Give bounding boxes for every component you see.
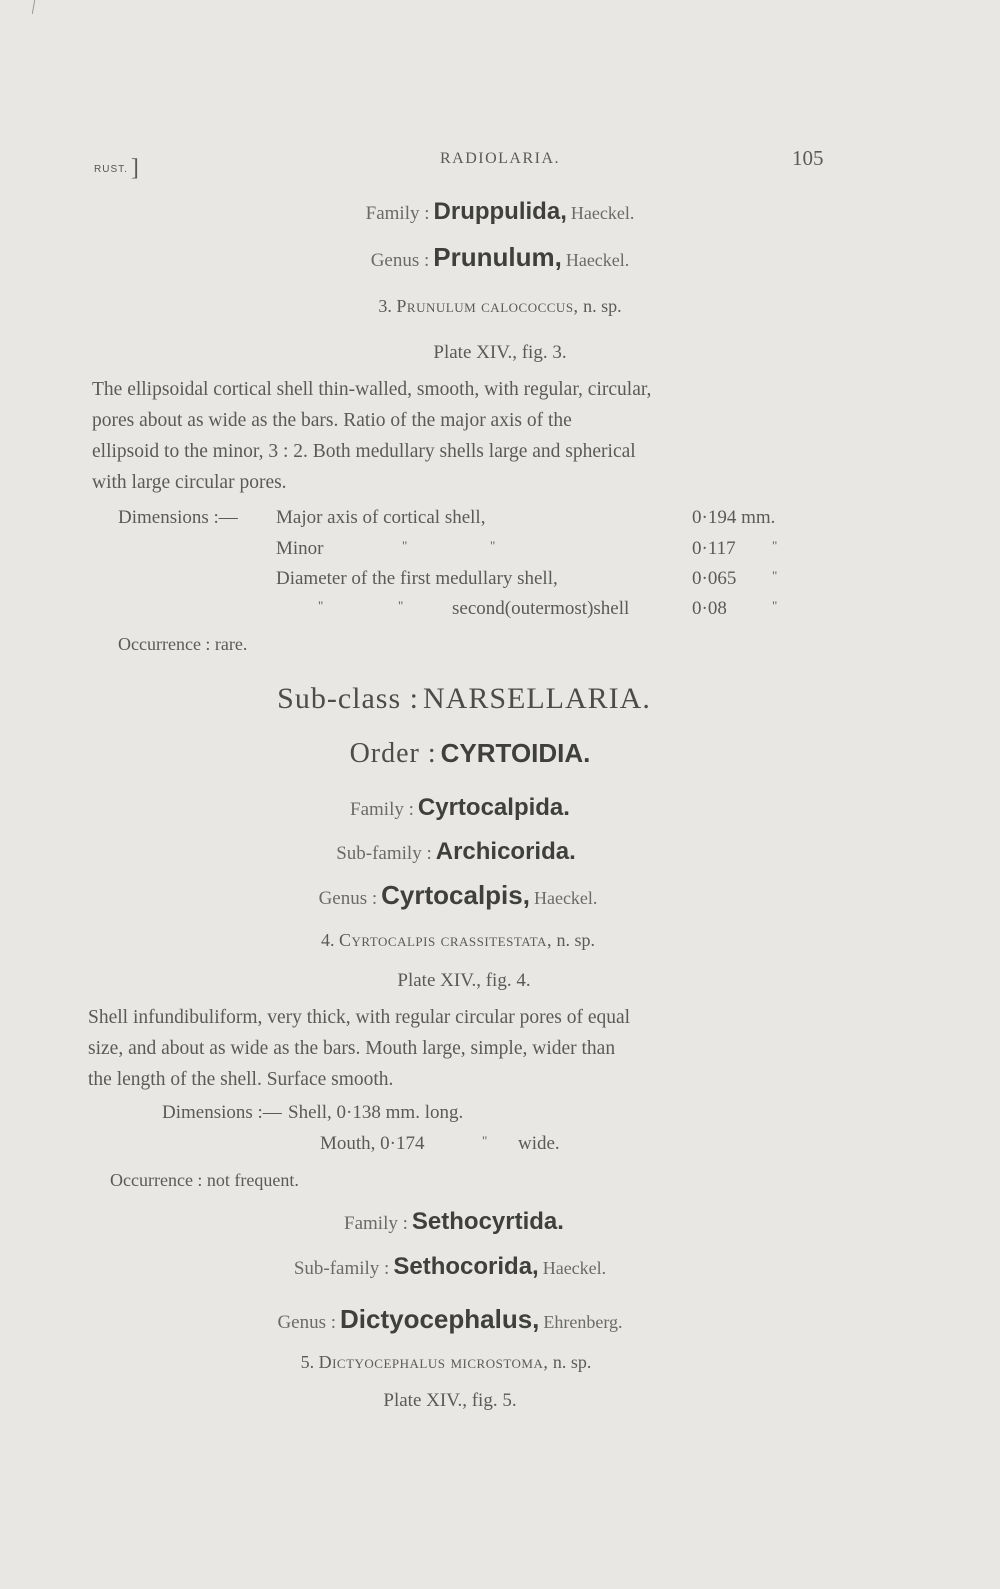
prunulum-description: The ellipsoidal cortical shell thin-walled, smooth, with regular, circular, pores about as wide as the bars. Ratio of the major axis of the ellipsoid to the minor, 3 : 2. Both medullary shells large and spherical with large circular pores. bbox=[92, 379, 652, 493]
genus-heading-cyrtocalpis: Genus : Cyrtocalpis, Haeckel. bbox=[318, 880, 598, 910]
species-heading-dictyocephalus: 5. Dictyocephalus microstoma, n. sp. bbox=[300, 1352, 592, 1372]
running-header-left: RUST. ] bbox=[94, 155, 139, 181]
occurrence-cyrtocalpis: Occurrence : not frequent. bbox=[110, 1170, 299, 1190]
subclass-heading: Sub-class : NARSELLARIA. bbox=[277, 682, 651, 715]
species-heading-prunulum: 3. Prunulum calococcus, n. sp. bbox=[378, 296, 622, 316]
plate-reference-5: Plate XIV., fig. 5. bbox=[383, 1390, 517, 1411]
dimension-name: Major axis of cortical shell, bbox=[276, 507, 486, 528]
running-header-title: RADIOLARIA. bbox=[439, 150, 561, 167]
ditto-mark: " bbox=[772, 568, 778, 583]
dimension-name: Minor bbox=[276, 538, 324, 559]
ditto-mark: " bbox=[772, 598, 778, 613]
dimension-value: 0·117 bbox=[692, 538, 736, 559]
dimension-mouth: Mouth, 0·174 bbox=[320, 1133, 425, 1154]
dimensions-label-prunulum: Dimensions :— bbox=[118, 507, 238, 528]
ditto-mark: " bbox=[490, 538, 496, 553]
subfamily-heading-sethocorida: Sub-family : Sethocorida, Haeckel. bbox=[293, 1253, 607, 1280]
genus-heading-prunulum: Genus : Prunulum, Haeckel. bbox=[370, 242, 630, 272]
genus-heading-dictyocephalus: Genus : Dictyocephalus, Ehrenberg. bbox=[277, 1304, 623, 1334]
order-heading: Order : CYRTOIDIA. bbox=[349, 738, 591, 769]
species-heading-cyrtocalpis: 4. Cyrtocalpis crassitestata, n. sp. bbox=[321, 930, 595, 950]
family-heading-sethocyrtida: Family : Sethocyrtida. bbox=[344, 1208, 564, 1235]
margin-mark bbox=[32, 0, 35, 14]
ditto-mark: " bbox=[482, 1133, 488, 1148]
page-number: 105 bbox=[792, 146, 824, 170]
family-heading-druppulida: Family : Druppulida, Haeckel. bbox=[365, 198, 635, 225]
dimension-mouth-wide: wide. bbox=[518, 1133, 560, 1154]
dimension-name: Diameter of the first medullary shell, bbox=[276, 568, 558, 589]
plate-reference-3: Plate XIV., fig. 3. bbox=[433, 342, 567, 363]
dimension-value: 0·065 bbox=[692, 568, 737, 589]
occurrence-prunulum: Occurrence : rare. bbox=[118, 634, 248, 654]
dimension-shell: Shell, 0·138 mm. long. bbox=[288, 1102, 464, 1123]
dimension-name: second(outermost)shell bbox=[452, 598, 630, 619]
family-heading-cyrtocalpida: Family : Cyrtocalpida. bbox=[350, 794, 570, 821]
ditto-mark: " bbox=[398, 598, 404, 613]
plate-reference-4: Plate XIV., fig. 4. bbox=[397, 970, 531, 991]
dimension-value: 0·194 mm. bbox=[692, 507, 776, 528]
dimension-value: 0·08 bbox=[692, 598, 727, 619]
subfamily-heading-archicorida: Sub-family : Archicorida. bbox=[336, 838, 576, 865]
dimensions-label-cyrtocalpis: Dimensions :— bbox=[162, 1102, 282, 1123]
ditto-mark: " bbox=[772, 538, 778, 553]
cyrtocalpis-description: Shell infundibuliform, very thick, with regular circular pores of equal size, and about as wide as the bars. Mouth large, simple, wider than the length of the shell. Surface smooth. bbox=[88, 1007, 631, 1090]
ditto-mark: " bbox=[402, 538, 408, 553]
ditto-mark: " bbox=[318, 598, 324, 613]
